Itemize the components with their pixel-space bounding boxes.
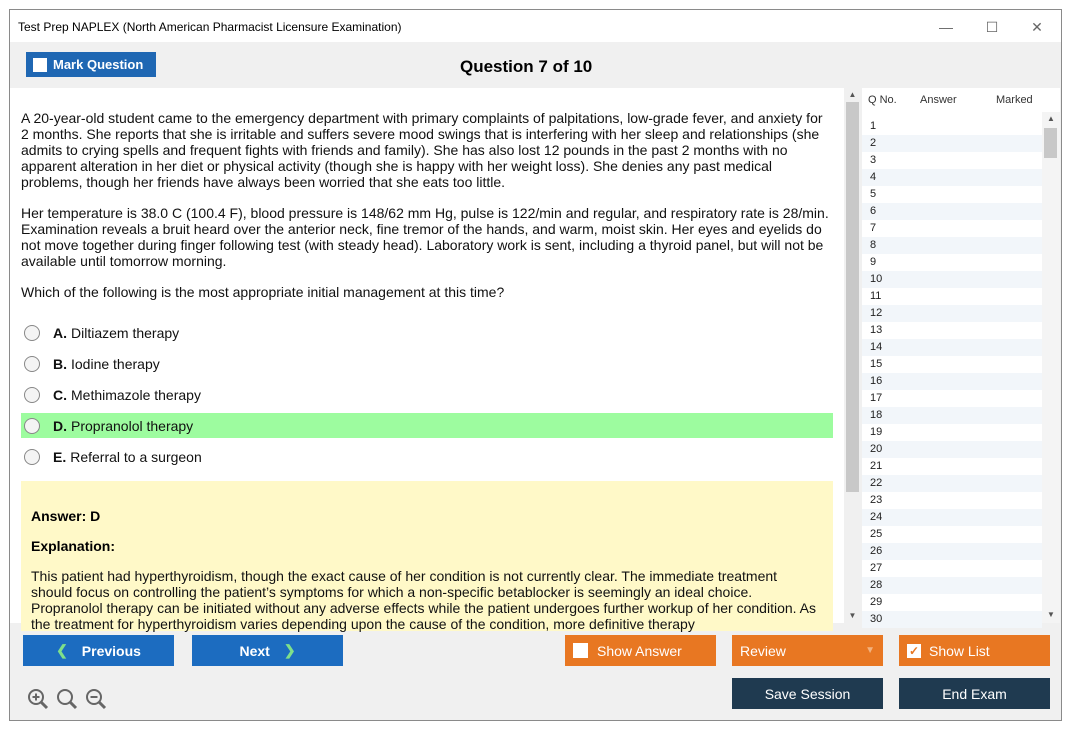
question-number: 3	[870, 154, 877, 166]
qno-column-header: Q No.	[868, 94, 897, 106]
explanation-label: Explanation:	[31, 538, 116, 554]
answer-column-header: Answer	[920, 94, 957, 106]
question-list-row[interactable]	[862, 509, 1042, 526]
question-number: 12	[870, 307, 883, 319]
question-number: 27	[870, 562, 883, 574]
option-letter: E.	[53, 448, 67, 465]
window-title: Test Prep NAPLEX (North American Pharmacist Licensure Examination)	[18, 20, 402, 34]
question-number: 1	[870, 120, 877, 132]
radio-icon[interactable]	[24, 387, 40, 403]
question-number: 5	[870, 188, 877, 200]
question-list-row[interactable]	[862, 356, 1042, 373]
show-list-button[interactable]	[899, 635, 1050, 666]
question-number: 19	[870, 426, 883, 438]
question-number: 18	[870, 409, 883, 421]
checkbox-icon[interactable]	[573, 643, 588, 658]
scroll-up-icon[interactable]: ▲	[1047, 114, 1055, 123]
question-paragraph: A 20-year-old student came to the emergency department with primary complaints of palpitations, low-grade fever, and anxiety for 2 months. She reports that she is irritable and suffers severe mood swings that is interfering with her sleep and relationships (she admits to crying spells and frequent fights with friends and family). She has also lost 12 pounds in the past 2 months with no apparent alteration in her diet or physical activity (though she is happy with her weight loss). She denies any past medical problems, though her friends have always been worried that she eats too little.	[21, 110, 823, 190]
question-list-row[interactable]	[862, 594, 1042, 611]
radio-icon[interactable]	[24, 418, 40, 434]
content-scrollbar[interactable]	[844, 88, 861, 623]
scroll-down-icon[interactable]: ▼	[1047, 610, 1055, 619]
question-header	[10, 42, 1061, 88]
question-list-row[interactable]	[862, 543, 1042, 560]
question-number: 2	[870, 137, 877, 149]
question-number: 17	[870, 392, 883, 404]
radio-icon[interactable]	[24, 325, 40, 341]
question-prompt: Which of the following is the most appropriate initial management at this time?	[21, 284, 505, 300]
question-paragraph: Her temperature is 38.0 C (100.4 F), blood pressure is 148/62 mm Hg, pulse is 122/min and regular, and respiratory rate is 28/min. Examination reveals a bruit heard over the anterior neck, fine tremor of the hands, and warm, moist skin. Her eyes and eyelids do not move together during finger following test (with steady head). Laboratory work is sent, including a thyroid panel, but will not be available until tomorrow morning.	[21, 205, 829, 269]
question-list-row[interactable]	[862, 441, 1042, 458]
question-number: 6	[870, 205, 877, 217]
question-panel	[10, 88, 844, 632]
question-number: 15	[870, 358, 883, 370]
question-list-row[interactable]	[862, 424, 1042, 441]
question-list-row[interactable]	[862, 492, 1042, 509]
zoom-out-icon[interactable]	[85, 688, 107, 710]
option-text: Iodine therapy	[71, 355, 160, 372]
option-a[interactable]	[21, 320, 833, 345]
radio-icon[interactable]	[24, 356, 40, 372]
question-list-row[interactable]	[862, 135, 1042, 152]
dropdown-arrow-icon: ▼	[865, 645, 875, 656]
scroll-thumb[interactable]	[846, 102, 859, 492]
review-dropdown[interactable]	[732, 635, 883, 666]
review-label: Review	[740, 642, 786, 659]
next-label: Next	[239, 642, 270, 659]
option-letter: B.	[53, 355, 67, 372]
close-icon[interactable]: ✕	[1031, 19, 1043, 35]
mark-question-label: Mark Question	[53, 57, 144, 72]
question-number: 24	[870, 511, 883, 523]
answer-panel	[21, 481, 833, 631]
question-list-row[interactable]	[862, 577, 1042, 594]
question-list-row[interactable]	[862, 271, 1042, 288]
previous-label: Previous	[81, 642, 141, 659]
answer-label: Answer: D	[31, 508, 101, 524]
question-number: 21	[870, 460, 883, 472]
question-number: 11	[870, 290, 882, 302]
question-list-row[interactable]	[862, 560, 1042, 577]
radio-icon[interactable]	[24, 449, 40, 465]
previous-button[interactable]	[23, 635, 174, 666]
option-c[interactable]	[21, 382, 833, 407]
checkbox-icon	[33, 58, 47, 72]
question-list-row[interactable]	[862, 475, 1042, 492]
question-number: 29	[870, 596, 883, 608]
question-number: 14	[870, 341, 883, 353]
option-text: Referral to a surgeon	[70, 448, 202, 465]
question-number: 28	[870, 579, 883, 591]
question-list-row[interactable]	[862, 237, 1042, 254]
question-number: 22	[870, 477, 883, 489]
maximize-icon[interactable]: ☐	[985, 19, 999, 35]
question-number: 10	[870, 273, 883, 285]
question-list-scrollbar[interactable]	[1042, 112, 1060, 623]
show-list-label: Show List	[929, 642, 990, 659]
show-answer-label: Show Answer	[597, 642, 682, 659]
question-list-row[interactable]	[862, 458, 1042, 475]
option-text: Diltiazem therapy	[71, 324, 180, 341]
question-number: 16	[870, 375, 883, 387]
scroll-up-icon[interactable]: ▲	[848, 90, 857, 99]
mark-question-button[interactable]	[26, 52, 156, 77]
question-list-row[interactable]	[862, 526, 1042, 543]
option-text: Methimazole therapy	[71, 386, 201, 403]
option-letter: D.	[53, 417, 67, 434]
question-list-row[interactable]	[862, 288, 1042, 305]
zoom-in-icon[interactable]	[27, 688, 49, 710]
option-d[interactable]	[21, 413, 833, 438]
question-number: 23	[870, 494, 883, 506]
question-list-row[interactable]	[862, 305, 1042, 322]
minimize-icon[interactable]: —	[939, 19, 953, 35]
question-list-row[interactable]	[862, 407, 1042, 424]
end-exam-button[interactable]	[899, 678, 1050, 709]
question-number: 9	[870, 256, 877, 268]
question-list-row[interactable]	[862, 169, 1042, 186]
question-number: 30	[870, 613, 883, 625]
question-list	[862, 88, 1060, 623]
question-list-row[interactable]	[862, 203, 1042, 220]
question-list-row[interactable]	[862, 322, 1042, 339]
question-list-row[interactable]	[862, 611, 1042, 628]
checked-checkbox-icon[interactable]: ✓	[908, 643, 920, 658]
question-list-row[interactable]	[862, 118, 1042, 135]
next-button[interactable]	[192, 635, 343, 666]
option-text: Propranolol therapy	[71, 417, 194, 434]
question-number: 8	[870, 239, 877, 251]
question-list-row[interactable]	[862, 254, 1042, 271]
chevron-right-icon: ❯	[283, 642, 296, 658]
explanation-text: This patient had hyperthyroidism, though the exact cause of her condition is not currently clear. The immediate treatment should focus on controlling the patient’s symptoms for which a non-specific betablocker is seemingly an ideal choice. Propranolol therapy can be initiated without any adverse effects while the patient undergoes further workup of her condition. As the treatment for hyperthyroidism varies depending upon the cause of the condition, more definitive therapy	[31, 568, 816, 632]
question-list-row[interactable]	[862, 152, 1042, 169]
save-session-button[interactable]	[732, 678, 883, 709]
app-window	[9, 9, 1062, 721]
option-b[interactable]	[21, 351, 833, 376]
question-list-header	[862, 88, 1042, 112]
question-number: 4	[870, 171, 877, 183]
show-answer-button[interactable]	[565, 635, 716, 666]
save-session-label: Save Session	[764, 685, 851, 702]
zoom-reset-icon[interactable]	[56, 688, 78, 710]
question-list-row[interactable]	[862, 220, 1042, 237]
title-bar	[10, 10, 1061, 42]
question-counter: Question 7 of 10	[460, 57, 593, 76]
question-list-row[interactable]	[862, 339, 1042, 356]
option-letter: C.	[53, 386, 67, 403]
marked-column-header: Marked	[996, 94, 1033, 106]
question-list-row[interactable]	[862, 373, 1042, 390]
question-list-row[interactable]	[862, 186, 1042, 203]
question-list-row[interactable]	[862, 390, 1042, 407]
scroll-down-icon[interactable]: ▼	[848, 611, 857, 620]
option-letter: A.	[53, 324, 67, 341]
question-number: 25	[870, 528, 883, 540]
question-number: 7	[870, 222, 877, 234]
question-number: 20	[870, 443, 883, 455]
scroll-thumb[interactable]	[1044, 128, 1057, 158]
question-number: 13	[870, 324, 883, 336]
question-number: 26	[870, 545, 883, 557]
option-e[interactable]	[21, 444, 833, 469]
chevron-left-icon: ❮	[56, 642, 68, 658]
end-exam-label: End Exam	[942, 685, 1007, 702]
